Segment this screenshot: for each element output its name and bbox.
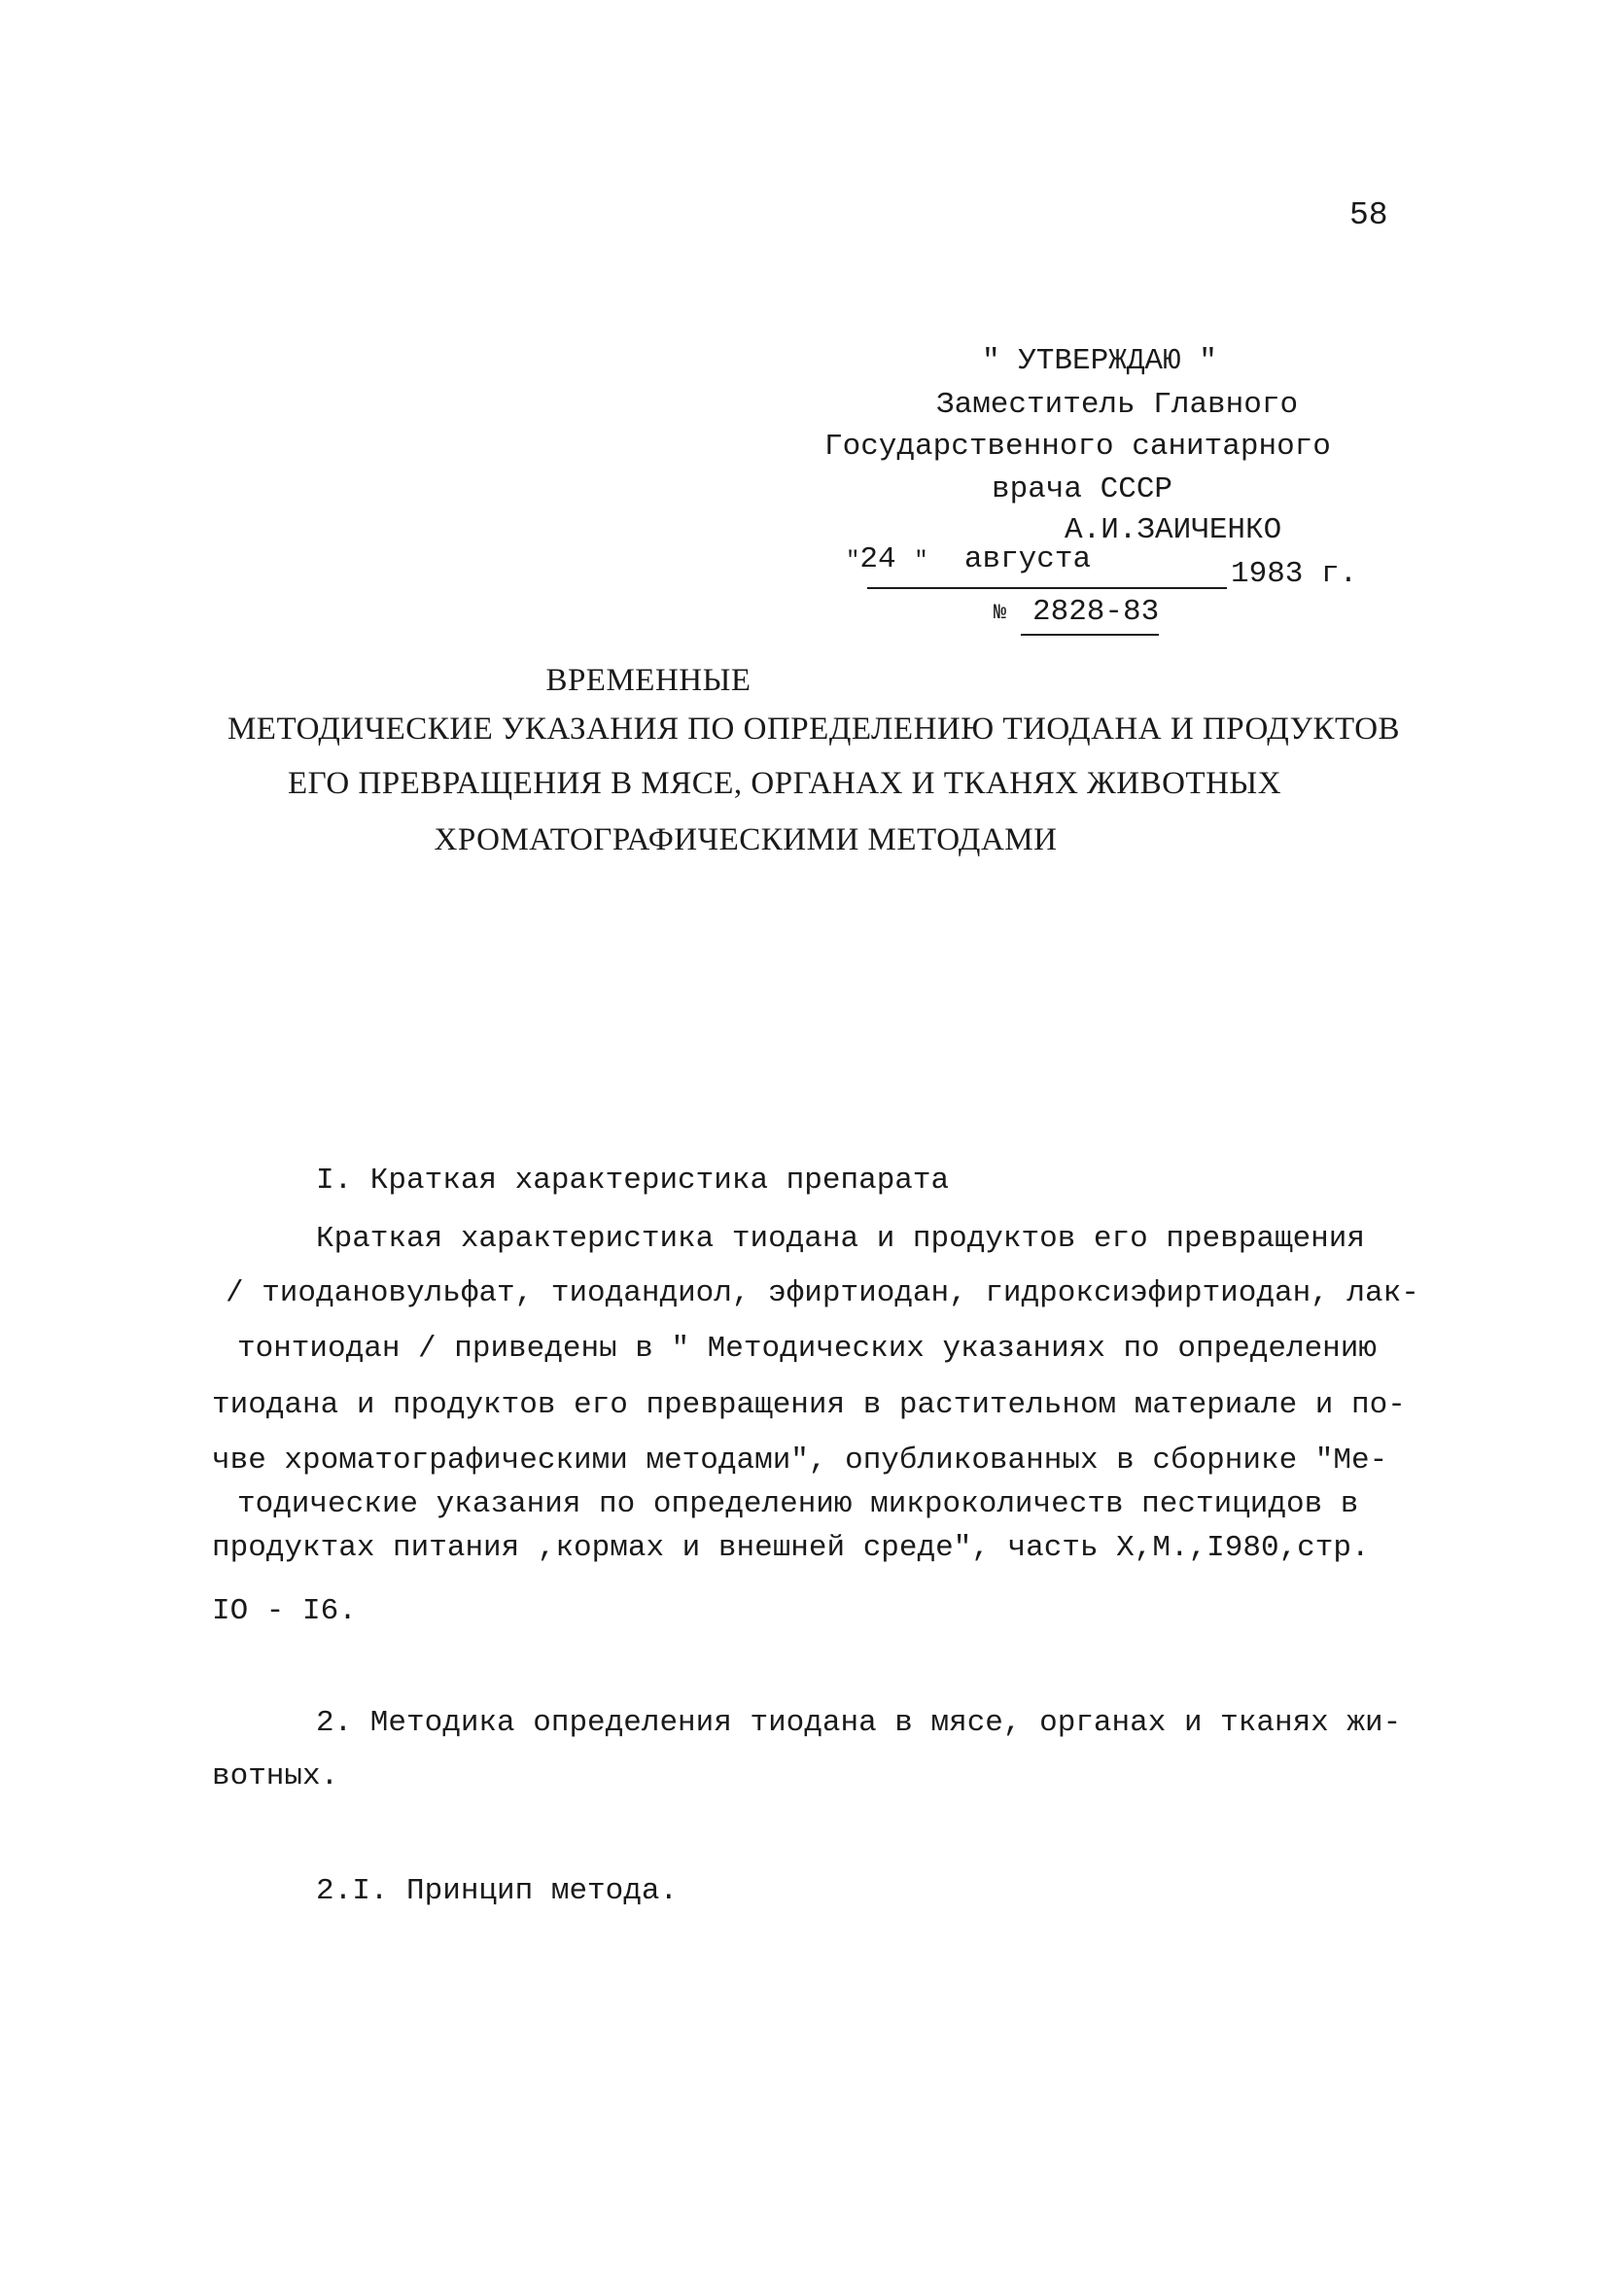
section1-line: чве хроматографическими методами", опубликованных в сборнике "Ме-: [212, 1444, 1388, 1478]
section2-heading-continued: вотных.: [212, 1759, 339, 1793]
date-quote-open: ": [846, 548, 860, 574]
section2-heading: 2. Методика определения тиодана в мясе, органах и тканях жи-: [316, 1706, 1402, 1740]
approval-stamp-title: " УТВЕРЖДАЮ ": [982, 344, 1217, 378]
registration-number: 2828-83: [1032, 595, 1160, 629]
document-title-line4: ХРОМАТОГРАФИЧЕСКИМИ МЕТОДАМИ: [434, 822, 1058, 857]
date-underline: [867, 587, 1227, 589]
date-month: августа: [963, 542, 1092, 576]
section1-line: тодические указания по определению микроколичеств пестицидов в: [237, 1487, 1359, 1521]
registration-underline: [1021, 634, 1159, 636]
document-title-line2: МЕТОДИЧЕСКИЕ УКАЗАНИЯ ПО ОПРЕДЕЛЕНИЮ ТИОДАНА И ПРОДУКТОВ: [227, 712, 1401, 747]
approver-position-line1: Заместитель Главного: [936, 388, 1299, 422]
date-year: 1983 г.: [1231, 557, 1358, 591]
section1-heading: I. Краткая характеристика препарата: [316, 1164, 950, 1198]
document-title-line3: ЕГО ПРЕВРАЩЕНИЯ В МЯСЕ, ОРГАНАХ И ТКАНЯХ ЖИВОТНЫХ: [287, 766, 1282, 801]
section1-line: продуктах питания ,кормах и внешней среде", часть X,М.,I980,стр.: [212, 1531, 1370, 1565]
section1-line: тонтиодан / приведены в " Методических указаниях по определению: [237, 1332, 1377, 1366]
approver-position-line3: врача СССР: [992, 472, 1173, 506]
approver-name: А.И.ЗАИЧЕНКО: [1065, 513, 1282, 547]
approval-date: [846, 542, 1091, 576]
date-day: 24: [859, 542, 896, 576]
date-quote-close: ": [914, 548, 928, 574]
page-number: 58: [1349, 197, 1388, 233]
section1-line: / тиодановульфат, тиодандиол, эфиртиодан, гидроксиэфиртиодан, лак-: [226, 1276, 1419, 1310]
section1-line: IO - I6.: [212, 1594, 357, 1628]
section21-heading: 2.I. Принцип метода.: [316, 1874, 679, 1908]
approver-position-line2: Государственного санитарного: [824, 430, 1331, 464]
registration-number-prefix: №: [994, 601, 1007, 625]
section1-line: Краткая характеристика тиодана и продуктов его превращения: [316, 1222, 1365, 1256]
document-title-line1: ВРЕМЕННЫЕ: [545, 663, 752, 698]
section1-line: тиодана и продуктов его превращения в растительном материале и по-: [212, 1388, 1406, 1422]
